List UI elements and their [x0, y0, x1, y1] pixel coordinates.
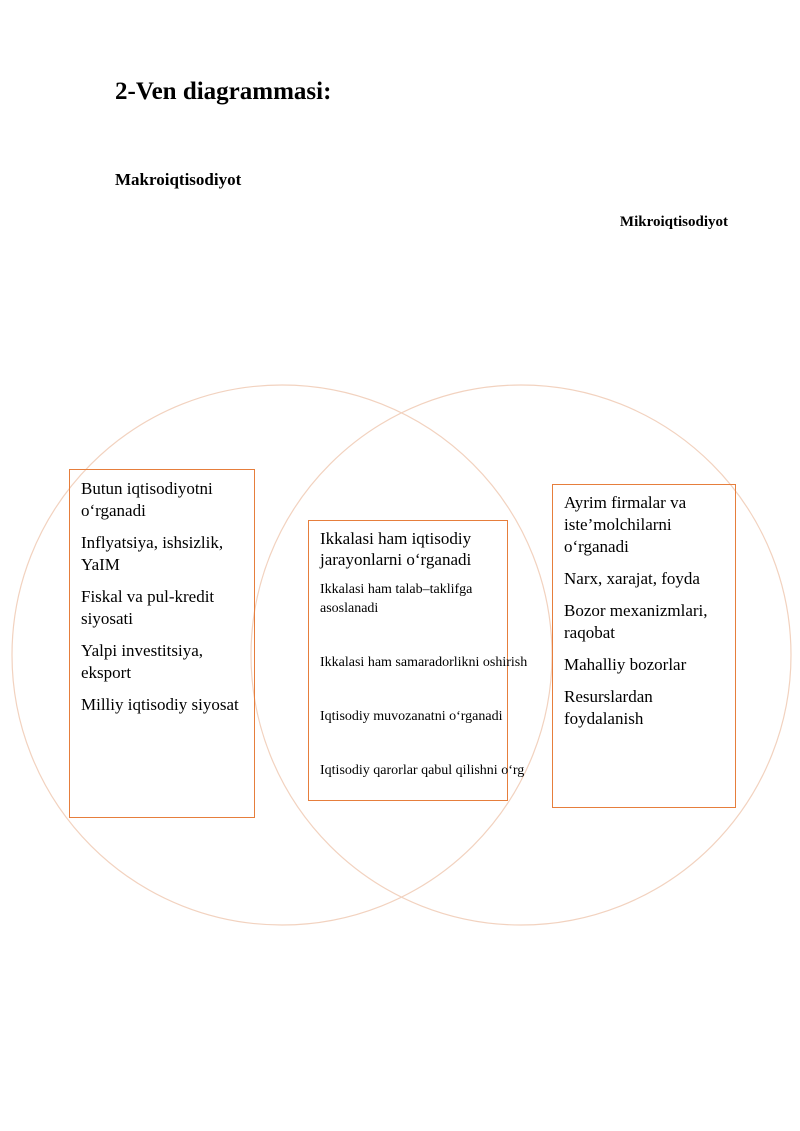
center-box-heading: Ikkalasi ham iqtisodiy jarayonlarni o‘rganadi [320, 529, 472, 569]
right-box-item: Narx, xarajat, foyda [564, 569, 700, 588]
left-box-item: Butun iqtisodiyotni o‘rganadi [81, 479, 213, 520]
center-box-item: Ikkalasi ham samaradorlikni oshirish [320, 655, 528, 670]
right-box-item: Ayrim firmalar va iste’molchilarni o‘rganadi [564, 493, 687, 556]
set-label-right: Mikroiqtisodiyot [619, 214, 728, 230]
left-box [69, 469, 255, 818]
right-box-item: Bozor mexanizmlari, raqobat [564, 601, 708, 642]
left-box-item: Milliy iqtisodiy siyosat [81, 695, 239, 714]
center-box-item: Iqtisodiy qarorlar qabul qilishni o‘rg [320, 763, 525, 778]
page-title: 2-Ven diagrammasi: [115, 78, 332, 105]
center-box-item: Ikkalasi ham talab–taklifga asoslanadi [320, 582, 473, 616]
left-box-item: Yalpi investitsiya, eksport [81, 641, 204, 682]
left-box-item: Fiskal va pul-kredit siyosati [81, 587, 215, 628]
right-box-item: Resurslardan foydalanish [564, 687, 653, 728]
set-label-left: Makroiqtisodiyot [115, 170, 242, 189]
center-box-item: Iqtisodiy muvozanatni o‘rganadi [320, 709, 503, 724]
left-box-item: Inflyatsiya, ishsizlik, YaIM [81, 533, 224, 574]
center-box [308, 520, 528, 801]
right-box [552, 484, 736, 808]
right-box-item: Mahalliy bozorlar [564, 655, 687, 674]
